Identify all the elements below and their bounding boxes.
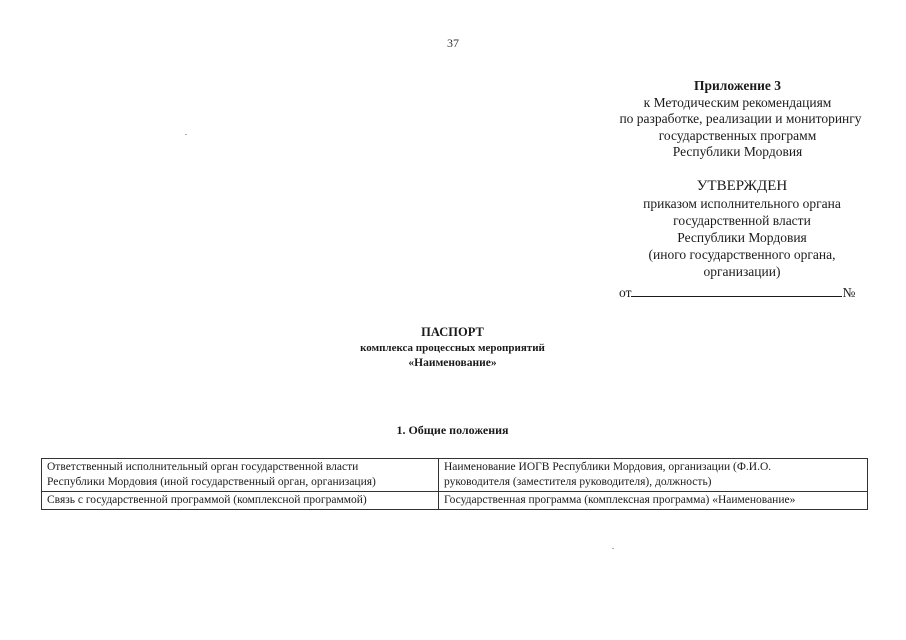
appendix-line: государственных программ [658, 127, 817, 143]
approval-line: государственной власти [673, 213, 811, 228]
cell-text: руководителя (заместителя руководителя), должность) [444, 476, 712, 488]
approval-block [592, 178, 892, 280]
date-prefix: от [619, 285, 632, 300]
approval-line: (иного государственного органа, [648, 247, 836, 262]
appendix-title: Приложение 3 [693, 78, 782, 93]
approval-line: Республики Мордовия [677, 230, 807, 245]
cell-text: Государственная программа (комплексная программа) «Наименование» [444, 494, 796, 506]
table-cell-value [439, 492, 868, 510]
passport-heading [280, 325, 625, 372]
appendix-block [560, 78, 906, 161]
approval-date-line [619, 284, 855, 301]
appendix-line: по разработке, реализации и мониторингу [619, 111, 862, 126]
passport-title: ПАСПОРТ [421, 325, 484, 339]
scan-speck [612, 548, 614, 549]
table-cell-label [42, 492, 439, 510]
table-cell-label [42, 459, 439, 492]
date-blank [631, 284, 842, 297]
appendix-line: к Методическим рекомендациям [643, 94, 832, 110]
cell-text: Республики Мордовия (иной государственный орган, организация) [47, 476, 376, 488]
cell-text: Связь с государственной программой (комплексной программой) [47, 494, 367, 506]
appendix-line: Республики Мордовия [672, 144, 803, 159]
approval-heading: УТВЕРЖДЕН [696, 178, 788, 194]
cell-text: Ответственный исполнительный орган государственной власти [47, 461, 359, 473]
section-title: 1. Общие положения [396, 423, 509, 437]
passport-subtitle: комплекса процессных мероприятий [360, 341, 545, 354]
scan-speck [185, 134, 187, 135]
table-cell-value [439, 459, 868, 492]
approval-line: организации) [703, 264, 781, 279]
number-sign: № [842, 285, 856, 300]
table-row [42, 492, 868, 510]
general-provisions-table [41, 458, 868, 510]
page-number: 37 [447, 36, 459, 50]
cell-text: Наименование ИОГВ Республики Мордовия, организации (Ф.И.О. [444, 461, 772, 473]
approval-line: приказом исполнительного органа [643, 196, 841, 211]
table-row [42, 459, 868, 492]
passport-name: «Наименование» [408, 357, 497, 369]
